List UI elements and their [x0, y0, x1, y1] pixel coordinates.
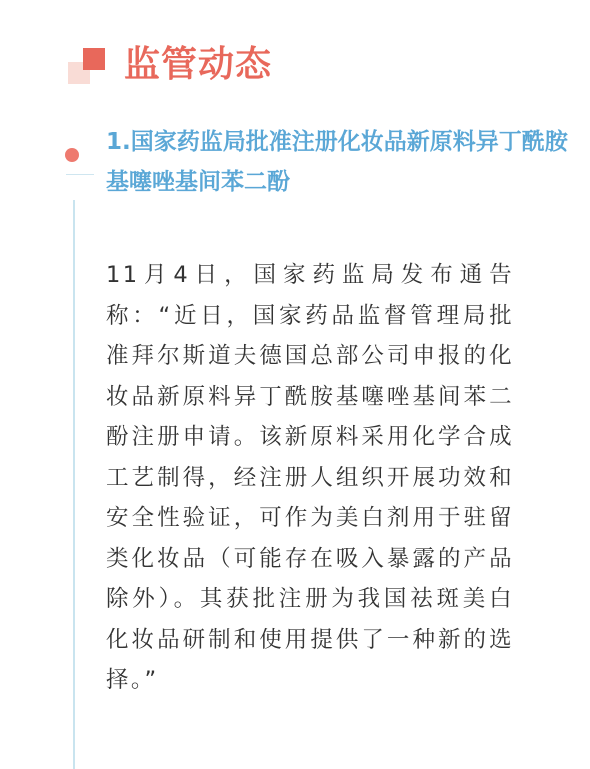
section-header — [68, 42, 368, 102]
decorative-square-dark-icon — [83, 48, 105, 70]
timeline-divider — [66, 174, 94, 175]
article-headline: 1.国家药监局批准注册化妆品新原料异丁酰胺基噻唑基间苯二酚 — [106, 129, 568, 195]
timeline-line — [73, 200, 75, 769]
timeline-dot-icon — [65, 148, 79, 162]
section-title: 监管动态 — [124, 44, 273, 85]
article-body: 11月4日，国家药监局发布通告称：“近日，国家药品监督管理局批准拜尔斯道夫德国总部公司申报的化妆品新原料异丁酰胺基噻唑基间苯二酚注册申请。该新原料采用化学合成工艺制得，经注册人组织开展功效和安全性验证，可作为美白剂用于驻留类化妆品（可能存在吸入暴露的产品除外）。其获批注册为我国祛斑美白化妆品研制和使用提供了一种新的选择。” — [106, 262, 514, 693]
